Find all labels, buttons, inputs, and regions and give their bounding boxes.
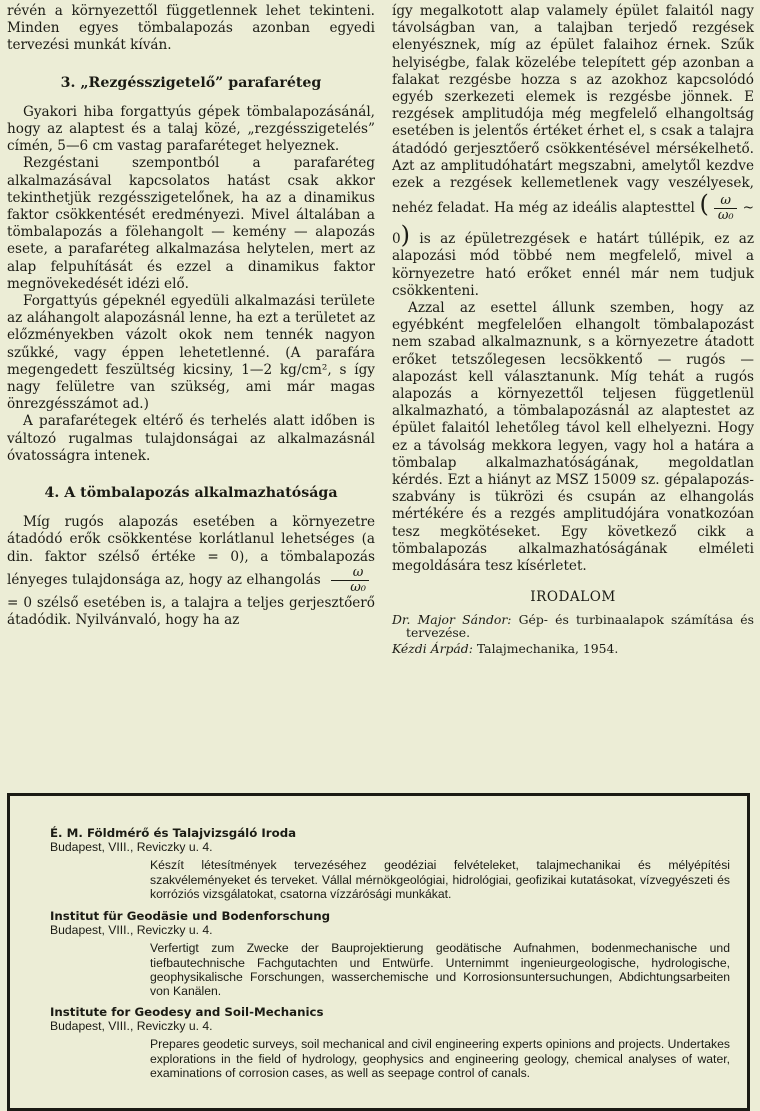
fraction-denominator: ω₀ [350, 579, 366, 595]
reference-title: Gép- és turbinaalapok számítása és tervezése. [406, 611, 754, 640]
text-run: Míg rugós alapozás esetében a környezetre átadódó erők csökkentése korlátlanul lehetséges (a din. faktor szélső értéke = 0), a tömbalapozás lényeges tulajdonsága az, hogy az elhangolás [7, 514, 375, 588]
references-title: IRODALOM [530, 589, 616, 606]
institute-description: Prepares geodetic surveys, soil mechanical and civil engineering experts opinions and projects. Undertakes explorations in the field of hydrology, geophysics and engineering geology, chemical analyses of water, examinations of corrosion cases, as well as seepage control of canals. [150, 1037, 730, 1080]
paragraph: Gyakori hiba forgattyús gépek tömbalapozásánál, hogy az alaptest és a talaj közé, „rezgésszigetelés” címén, 5—6 cm vastag parafaréteget helyeznek. [7, 103, 375, 155]
fraction-omega [328, 566, 372, 595]
paragraph: Azzal az esettel állunk szemben, hogy az egyébként megfelelően elhangolt tömbalapozást nem szabad alkalmaznunk, s a környezetre átadott erőket tetszőlegesen lecsökkentő — rugós — alapozást kell választanunk. Míg tehát a rugós alapozás a környezettől teljesen függetlenül alkalmazható, a tömbalapozásnál az alaptestet az épület falaitól lehetőleg távol kell elhelyezni. Hogy ez a távolság mekkora legyen, vagy hol a határa a tömbalap alkalmazhatóságának, megoldatlan kérdés. Ezt a hiányt az MSZ 15009 sz. gépalapozás-szabvány is tükrözi és csupán az elhangolás mértékére és a rezgés amplitudójára vonatkozóan tesz megkötéseket. Egy következő cikk a tömbalapozás alkalmazhatóságának elméleti megoldására tesz kísérletet. [392, 300, 754, 575]
institute-description: Verfertigt zum Zwecke der Bauprojektierung geodätische Aufnahmen, bodenmechanische und tiefbautechnische Fachgutachten und Entwürfe. Unternimmt ingenieurgeologische, hydrologische, geophysikalische Forschungen, wasserchemische und Korrosionsuntersuchungen, Abdichtungsarbeiten von Kanälen. [150, 941, 730, 999]
paren-open: ( [699, 190, 709, 219]
institute-description: Készít létesítmények tervezéséhez geodéziai felvételeket, talajmechanikai és mélyépítési szakvéleményeket és terveket. Vállal mérnökgeológiai, hidrológiai, geofizikai kutatásokat, vízvegyészeti és korróziós vizsgálatokat, csatorna vízzárósági munkákat. [150, 858, 730, 901]
paragraph [7, 514, 375, 629]
paragraph: révén a környezettől függetlennek lehet tekinteni. Minden egyes tömbalapozás azonban egyedi tervezési munkát kíván. [7, 3, 375, 54]
institute-address: Budapest, VIII., Reviczky u. 4. [50, 923, 213, 938]
institute-entry-en [50, 1005, 730, 1080]
fraction-numerator: ω [331, 566, 370, 581]
fraction-omega [712, 194, 740, 223]
left-column [7, 3, 375, 629]
fraction-numerator: ω [714, 194, 737, 209]
institute-name: Institut für Geodäsie und Bodenforschung [50, 909, 331, 923]
institute-entry-hu [50, 826, 730, 901]
reference-author: Kézdi Árpád: [392, 640, 473, 656]
advertisement-box [7, 793, 750, 1111]
reference-title: Talajmechanika, 1954. [476, 640, 619, 656]
text-run: így megalkotott alap valamely épület falaitól nagy távolságban van, a talajban terjedő rezgések elenyésznek, míg az épület falaihoz érnek. Szűk helyiségbe, falak közelébe telepített gép azonban a falakat rezgésbe hozza s az azokhoz kapcsolódó egyéb szerkezeti elemek is rezgésbe jönnek. E rezgések amplitudója még megfelelő elhangoltság esetében is jelentős értéket érhet el, s csak a talajra átadódó gerjesztőerő csökkentésével mérsékelhető. Azt az amplitudóhatárt megszabni, amelytől kezdve ezek a rezgések kellemetlenek vagy veszélyesek, nehéz feladat. Ha még az ideális [392, 3, 754, 217]
right-column [392, 3, 754, 657]
section-heading-4: 4. A tömbalapozás alkalmazhatósága [44, 485, 338, 502]
text-run: alaptesttel [621, 200, 695, 217]
text-run: is az épületrezgések e határt túllépik, ez az alapozási mód többé nem megfelelő, mivel a környezetre ható erőket ennél már nem tudjuk csökkenteni. [392, 231, 754, 299]
text-run: = 0 szélső esetében is, a talajra a teljes gerjesztőerő átadódik. Nyilvánvaló, hogy ha az [7, 594, 375, 629]
references [392, 589, 754, 655]
relation: ~ 0 [392, 200, 755, 248]
paren-close: ) [400, 221, 411, 250]
institute-address: Budapest, VIII., Reviczky u. 4. [50, 1019, 213, 1034]
paragraph: Rezgéstani szempontból a parafaréteg alkalmazásával kapcsolatos hatást csak akkor tekinthetjük rezgésszigetelőnek, ha az a dinamikus faktor csökkentését eredményezi. Mivel általában a tömbalapozás a fölehangolt — kemény — alapozás esete, a parafaréteg alkalmazása helytelen, mert az alap felpuhítását és ezzel a dinamikus faktor megnövekedését idézi elő. [7, 155, 375, 292]
paragraph: Forgattyús gépeknél egyedüli alkalmazási területe az aláhangolt alapozásnál lenne, ha ezt a területet az előzményekben vázolt okok nem tennék nagyon szűkké, vagy éppen lehetetlenné. (A parafára megengedett feszültség kicsiny, 1—2 kg/cm², s így nagy felületre van szükség, ami már magas önrezgésszámot ad.) [7, 293, 375, 413]
section-heading-3: 3. „Rezgésszigetelő” parafaréteg [60, 74, 322, 91]
fraction-denominator: ω₀ [717, 208, 734, 224]
reference-item [392, 613, 754, 640]
reference-item [392, 642, 754, 656]
institute-address: Budapest, VIII., Reviczky u. 4. [50, 840, 213, 855]
paragraph [392, 3, 754, 300]
paragraph: A parafarétegek eltérő és terhelés alatt időben is változó rugalmas tulajdonságai az alkalmazásnál óvatosságra intenek. [7, 413, 375, 464]
institute-name: É. M. Földmérő és Talajvizsgáló Iroda [50, 826, 297, 840]
institute-entry-de [50, 909, 730, 998]
reference-author: Dr. Major Sándor: [392, 611, 512, 627]
institute-name: Institute for Geodesy and Soil-Mechanics [50, 1005, 324, 1019]
